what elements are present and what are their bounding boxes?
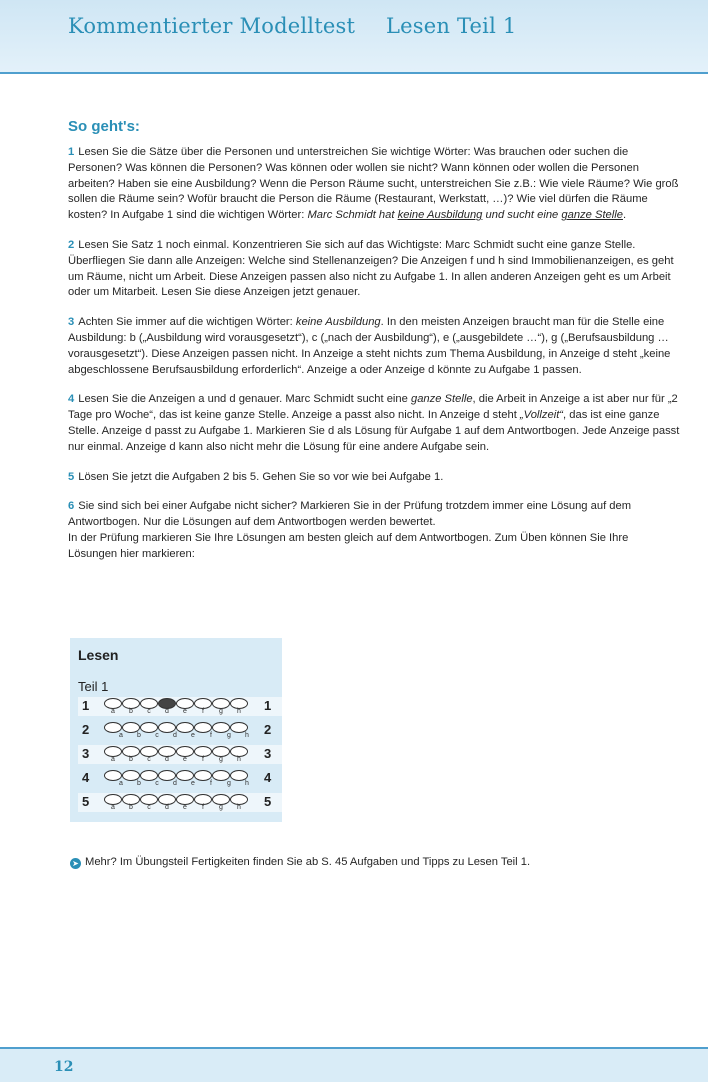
step-text: Sie sind sich bei einer Aufgabe nicht sicher? Markieren Sie in der Prüfung trotzdem immer eine Lösung auf dem Antwortbogen. Nur die Lösungen auf dem Antwortbogen werden bewertet. — [68, 500, 632, 529]
step-number: 2 — [68, 238, 75, 251]
page-header — [0, 0, 708, 74]
step-text: , die Arbeit in Anzeige a ist aber nur für „2 Tage pro Woche“, das ist keine ganze Stelle. Anzeige a passt also nicht. In Anzeige d steht — [68, 393, 678, 422]
answer-letter: c — [155, 732, 159, 739]
step-emphasis: ganze Stelle — [410, 393, 473, 406]
step-text: In der Prüfung markieren Sie Ihre Lösungen am besten gleich auf dem Antwortbogen. Zum Üben können Sie Ihre Lösungen hier markieren: — [68, 531, 629, 560]
answer-letter: d — [173, 780, 177, 787]
step-number: 1 — [68, 146, 75, 158]
answer-letter: g — [227, 732, 231, 739]
step-2 — [68, 238, 680, 301]
step-emphasis: „Vollzeit“ — [519, 409, 564, 422]
step-text: . — [622, 209, 627, 222]
answer-letter: f — [202, 804, 204, 811]
answer-letter: d — [165, 804, 169, 811]
answer-letter: d — [173, 732, 177, 739]
answer-letter: b — [129, 804, 133, 811]
answer-row — [78, 697, 282, 716]
answer-letter: a — [111, 756, 115, 763]
section-title: Lesen Teil 1 — [386, 14, 517, 38]
arrow-right-icon: ➤ — [70, 858, 81, 869]
step-4 — [68, 392, 680, 455]
answer-letter: h — [237, 756, 241, 763]
answer-row-number: 2 — [264, 722, 272, 737]
step-emphasis: Marc Schmidt hat — [307, 209, 398, 222]
answer-row-number: 2 — [82, 722, 90, 737]
step-text: Lesen Sie die Sätze über die Personen und unterstreichen Sie wichtige Wörter: Was brauchen oder suchen die Personen? Was können die Personen? Was können oder wollen sie nicht? Wann können oder wollen die Personen arbeiten? Haben sie eine Ausbildung? Wenn die Person Räume sucht, unterstreichen Sie z.B.: Wie viele Räume? Wie groß sollen die Räume sein? Wofür braucht die Person die Räume (Restaurant, Werkstatt, …)? Wie viel dürfen die Räume kosten? In Aufgabe 1 sind die wichtigen Wörter: — [68, 146, 679, 222]
answer-row — [78, 769, 282, 788]
answer-letter: e — [183, 804, 187, 811]
answer-letter: b — [137, 780, 141, 787]
more-hint-text: Mehr? Im Übungsteil Fertigkeiten finden Sie ab S. 45 Aufgaben und Tipps zu Lesen Teil 1. — [85, 856, 531, 868]
instructions — [68, 118, 680, 577]
answer-sheet-title: Lesen — [78, 647, 119, 663]
answer-letter: f — [210, 732, 212, 739]
chapter-title: Kommentierter Modelltest — [68, 14, 356, 38]
page-number: 12 — [54, 1059, 74, 1075]
more-hint — [70, 856, 670, 869]
answer-row-number: 5 — [82, 794, 90, 809]
answer-letter: b — [137, 732, 141, 739]
answer-letter: c — [147, 804, 151, 811]
answer-letter: g — [219, 804, 223, 811]
step-number: 4 — [68, 393, 75, 406]
answer-row-number: 4 — [82, 770, 90, 785]
step-number: 3 — [68, 316, 75, 329]
answer-letter: e — [191, 732, 195, 739]
answer-row — [78, 745, 282, 764]
answer-sheet — [70, 638, 282, 822]
step-number: 5 — [68, 470, 75, 483]
step-emphasis: und sucht eine — [482, 209, 562, 222]
step-underline: ganze Stelle — [561, 209, 623, 222]
answer-letter: b — [129, 708, 133, 715]
step-5 — [68, 470, 680, 486]
answer-letter: c — [155, 780, 159, 787]
answer-row-number: 5 — [264, 794, 272, 809]
answer-letter: g — [227, 780, 231, 787]
answer-row-number: 1 — [264, 698, 272, 713]
step-number: 6 — [68, 500, 75, 513]
answer-row-number: 3 — [264, 746, 272, 761]
answer-letter: a — [119, 780, 123, 787]
step-text: . In den meisten Anzeigen braucht man für die Stelle eine Ausbildung: b („Ausbildung wird vorausgesetzt“), c („nach der Ausbildung“), e („ausgebildete …“), g („Berufsausbildung … vorausgesetzt“). Diese Anzeigen passen nicht. In Anzeige a steht nichts zum Thema Ausbildung, in Anzeige d steht „keine abgeschlossene Berufsausbildung erforderlich“. Anzeige a oder Anzeige d könnte zu Aufgabe 1 passen. — [68, 316, 671, 376]
answer-letter: e — [191, 780, 195, 787]
answer-letter: c — [147, 708, 151, 715]
answer-letter: h — [245, 732, 249, 739]
step-emphasis: keine Ausbildung — [295, 316, 381, 329]
step-6 — [68, 499, 680, 562]
answer-row-number: 3 — [82, 746, 90, 761]
step-1 — [68, 145, 680, 224]
answer-letter: a — [119, 732, 123, 739]
step-text: Lesen Sie die Anzeigen a und d genauer. Marc Schmidt sucht eine — [78, 393, 411, 406]
answer-letter: c — [147, 756, 151, 763]
answer-letter: g — [219, 756, 223, 763]
answer-letter: d — [165, 708, 169, 715]
page-footer — [0, 1047, 708, 1082]
answer-letter: g — [219, 708, 223, 715]
step-text: Lesen Sie Satz 1 noch einmal. Konzentrieren Sie sich auf das Wichtigste: Marc Schmidt sucht eine ganze Stelle. Überfliegen Sie dann alle Anzeigen: Welche sind Stellenanzeigen? Die Anzeigen f und h sind Immobilienanzeigen, es geht um Räume, nicht um Arbeit. Diese Anzeigen passen also nicht zu Aufgabe 1. In allen anderen Anzeigen geht es um Arbeit oder um Mitarbeit. Lesen Sie diese Anzeigen jetzt genauer. — [68, 238, 674, 299]
answer-letter: d — [165, 756, 169, 763]
answer-row — [78, 793, 282, 812]
instructions-heading: So geht's: — [68, 118, 140, 135]
answer-sheet-part: Teil 1 — [78, 679, 109, 694]
answer-letter: e — [183, 708, 187, 715]
step-text: Achten Sie immer auf die wichtigen Wörter: — [78, 316, 296, 329]
answer-letter: a — [111, 708, 115, 715]
step-text: , das ist eine ganze Stelle. Anzeige d passt zu Aufgabe 1. Markieren Sie d als Lösung für Aufgabe 1 auf dem Antwortbogen. Jede Anzeige passt nur einmal. Anzeige d kann also nicht mehr die Lösung für eine andere Aufgabe sein. — [68, 409, 680, 453]
step-underline: keine Ausbildung — [397, 209, 483, 222]
step-3 — [68, 315, 680, 378]
answer-row-number: 4 — [264, 770, 272, 785]
answer-letter: h — [237, 708, 241, 715]
answer-letter: f — [210, 780, 212, 787]
answer-letter: h — [237, 804, 241, 811]
step-text: Lösen Sie jetzt die Aufgaben 2 bis 5. Gehen Sie so vor wie bei Aufgabe 1. — [78, 470, 444, 483]
answer-row-number: 1 — [82, 698, 90, 713]
answer-letter: b — [129, 756, 133, 763]
answer-letter: f — [202, 756, 204, 763]
answer-letter: e — [183, 756, 187, 763]
answer-letter: f — [202, 708, 204, 715]
answer-row — [78, 721, 282, 740]
answer-letter: h — [245, 780, 249, 787]
answer-letter: a — [111, 804, 115, 811]
